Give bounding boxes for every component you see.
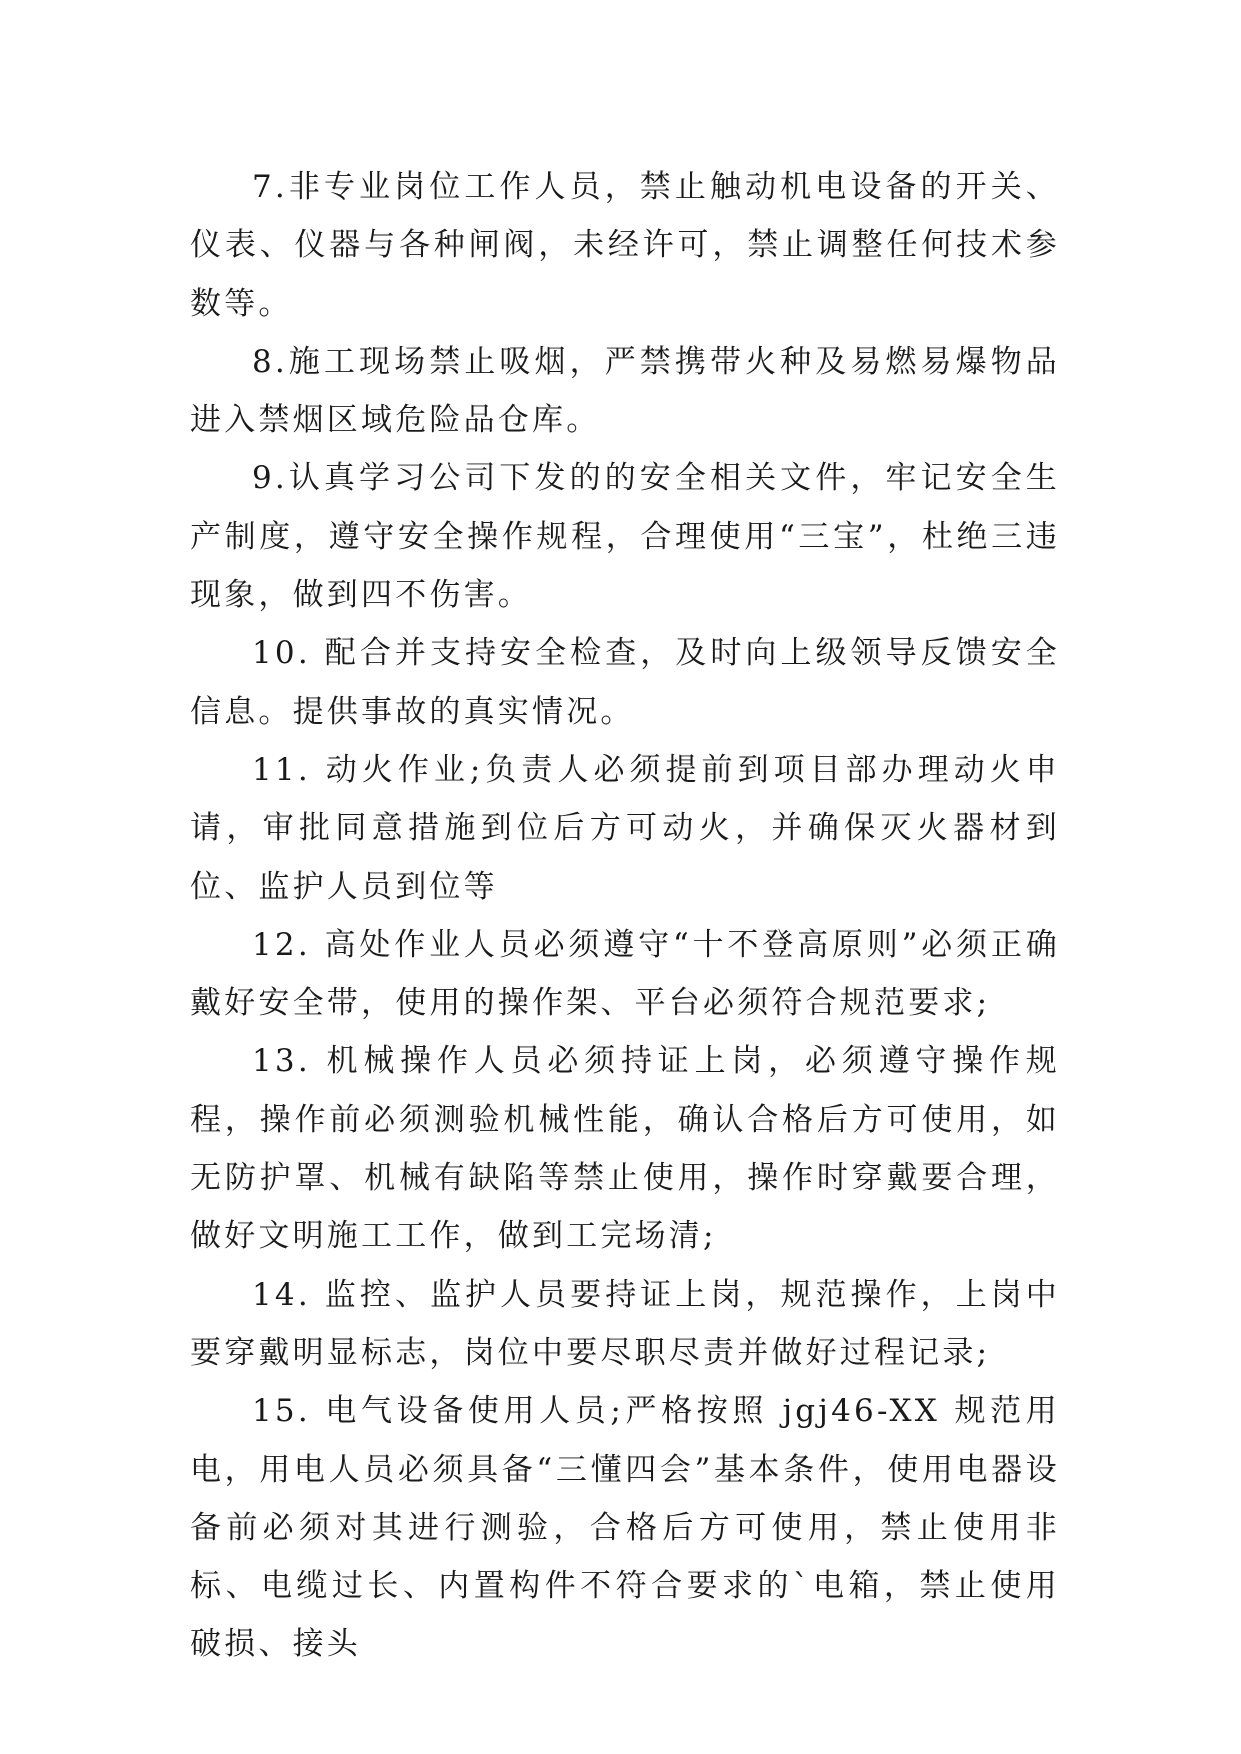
paragraph-item-12: 12. 高处作业人员必须遵守“十不登高原则”必须正确戴好安全带，使用的操作架、平台必须符合规范要求; [190, 926, 1060, 1022]
paragraph-item-8: 8.施工现场禁止吸烟，严禁携带火种及易燃易爆物品进入禁烟区域危险品仓库。 [190, 343, 1060, 439]
paragraph-item-15: 15. 电气设备使用人员;严格按照 jgj46-XX 规范用电，用电人员必须具备“三懂四会”基本条件，使用电器设备前必须对其进行测验，合格后方可使用，禁止使用非标、电缆过长、内置构件不符合要求的`电箱，禁止使用破损、接头 [190, 1393, 1060, 1663]
paragraph-item-7: 7.非专业岗位工作人员，禁止触动机电设备的开关、仪表、仪器与各种闸阀，未经许可，禁止调整任何技术参数等。 [190, 169, 1060, 322]
paragraph-item-14: 14. 监控、监护人员要持证上岗，规范操作，上岗中要穿戴明显标志，岗位中要尽职尽责并做好过程记录; [190, 1276, 1060, 1371]
document-body [190, 158, 1060, 1674]
paragraph-item-9: 9.认真学习公司下发的的安全相关文件，牢记安全生产制度，遵守安全操作规程，合理使用“三宝”，杜绝三违现象，做到四不伤害。 [190, 460, 1060, 614]
paragraph-item-10: 10. 配合并支持安全检查，及时向上级领导反馈安全信息。提供事故的真实情况。 [190, 635, 1060, 730]
paragraph-item-13: 13. 机械操作人员必须持证上岗，必须遵守操作规程，操作前必须测验机械性能，确认合格后方可使用，如无防护罩、机械有缺陷等禁止使用，操作时穿戴要合理，做好文明施工工作，做到工完场清; [190, 1043, 1060, 1255]
paragraph-item-11: 11. 动火作业;负责人必须提前到项目部办理动火申请，审批同意措施到位后方可动火，并确保灭火器材到位、监护人员到位等 [190, 751, 1060, 905]
